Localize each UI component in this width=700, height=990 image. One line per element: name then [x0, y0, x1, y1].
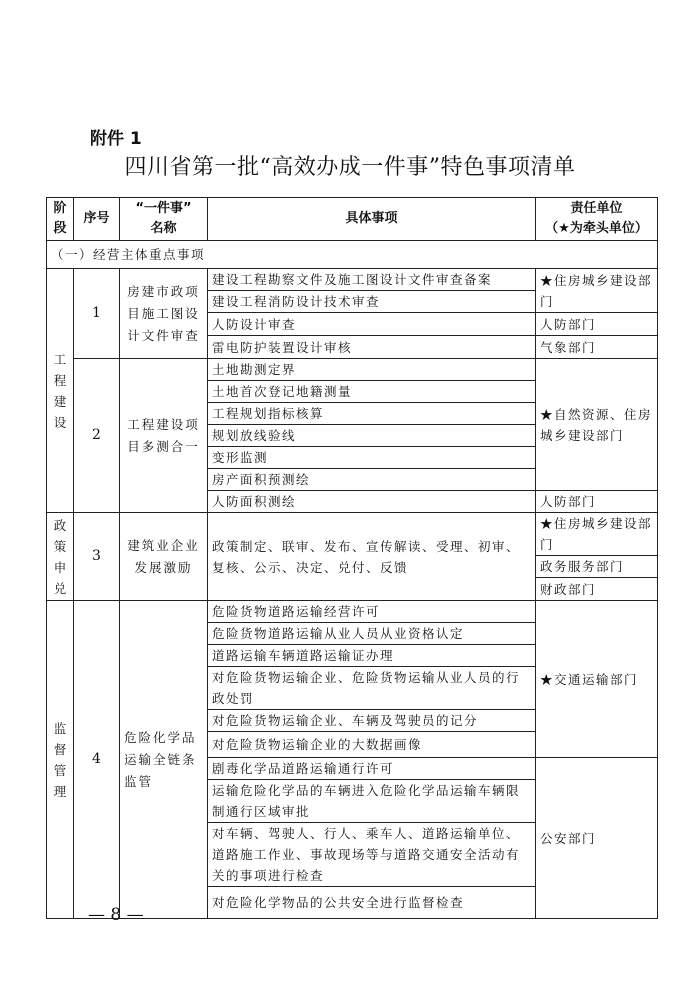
group-name: 工程建设项目多测合一	[120, 359, 208, 513]
section-row	[47, 241, 658, 269]
item: 人防面积测绘	[208, 491, 536, 513]
item: 对车辆、驾驶人、行人、乘车人、道路运输单位、道路施工作业、事故现场等与道路交通安全活动有关的事项进行检查	[208, 823, 536, 887]
header-items: 具体事项	[208, 198, 536, 241]
header-stage: 阶 段	[47, 198, 74, 241]
responsible-unit: 人防部门	[536, 313, 658, 336]
item-list-table	[46, 197, 658, 919]
item: 土地勘测定界	[208, 359, 536, 381]
group-name: 房建市政项目施工图设计文件审查	[120, 269, 208, 359]
responsible-unit: 财政部门	[536, 578, 658, 601]
item: 变形监测	[208, 447, 536, 469]
item: 建设工程消防设计技术审查	[208, 291, 536, 313]
group-name: 危险化学品运输全链条监管	[120, 601, 208, 919]
table-row	[47, 601, 658, 623]
group-number: 2	[74, 359, 120, 513]
item: 对危险货物运输企业的大数据画像	[208, 732, 536, 758]
item: 土地首次登记地籍测量	[208, 381, 536, 403]
item: 工程规划指标核算	[208, 403, 536, 425]
item: 对危险货物运输企业、车辆及驾驶员的记分	[208, 710, 536, 732]
page-title: 四川省第一批“高效办成一件事”特色事项清单	[124, 155, 576, 180]
item: 房产面积预测绘	[208, 469, 536, 491]
header-number: 序号	[74, 198, 120, 241]
table-row	[47, 359, 658, 381]
stage-construction: 工 程 建 设	[47, 269, 74, 513]
group-number: 1	[74, 269, 120, 359]
group-number: 4	[74, 601, 120, 919]
item: 人防设计审查	[208, 313, 536, 336]
header-name: “一件事” 名称	[120, 198, 208, 241]
item: 规划放线验线	[208, 425, 536, 447]
table-header-row	[47, 198, 658, 241]
stage-policy: 政 策 申 兑	[47, 513, 74, 601]
responsible-unit: 公安部门	[536, 758, 658, 919]
responsible-unit: ★自然资源、住房城乡建设部门	[536, 359, 658, 491]
group-number: 3	[74, 513, 120, 601]
item: 政策制定、联审、发布、宣传解读、受理、初审、复核、公示、决定、兑付、反馈	[208, 513, 536, 601]
table-row	[47, 269, 658, 291]
responsible-unit: ★住房城乡建设部门	[536, 513, 658, 556]
table-row	[47, 513, 658, 556]
section-title: （一）经营主体重点事项	[47, 241, 658, 269]
item: 剧毒化学品道路运输通行许可	[208, 758, 536, 780]
attachment-label: 附件 1	[90, 129, 142, 149]
item: 雷电防护装置设计审核	[208, 336, 536, 359]
responsible-unit: 气象部门	[536, 336, 658, 359]
item: 危险货物道路运输经营许可	[208, 601, 536, 623]
item: 建设工程勘察文件及施工图设计文件审查备案	[208, 269, 536, 291]
stage-supervision: 监 督 管 理	[47, 601, 74, 919]
responsible-unit: 人防部门	[536, 491, 658, 513]
item: 道路运输车辆道路运输证办理	[208, 645, 536, 667]
item: 危险货物道路运输从业人员从业资格认定	[208, 623, 536, 645]
page-number: — 8 —	[88, 905, 144, 925]
header-responsible: 责任单位 （★为牵头单位）	[536, 198, 658, 241]
item: 运输危险化学品的车辆进入危险化学品运输车辆限制通行区域审批	[208, 780, 536, 823]
group-name: 建筑业企业发展激励	[120, 513, 208, 601]
item: 对危险货物运输企业、危险货物运输从业人员的行政处罚	[208, 667, 536, 710]
item: 对危险化学物品的公共安全进行监督检查	[208, 887, 536, 919]
responsible-unit: 政务服务部门	[536, 556, 658, 578]
responsible-unit: ★住房城乡建设部门	[536, 269, 658, 313]
responsible-unit: ★交通运输部门	[536, 601, 658, 758]
